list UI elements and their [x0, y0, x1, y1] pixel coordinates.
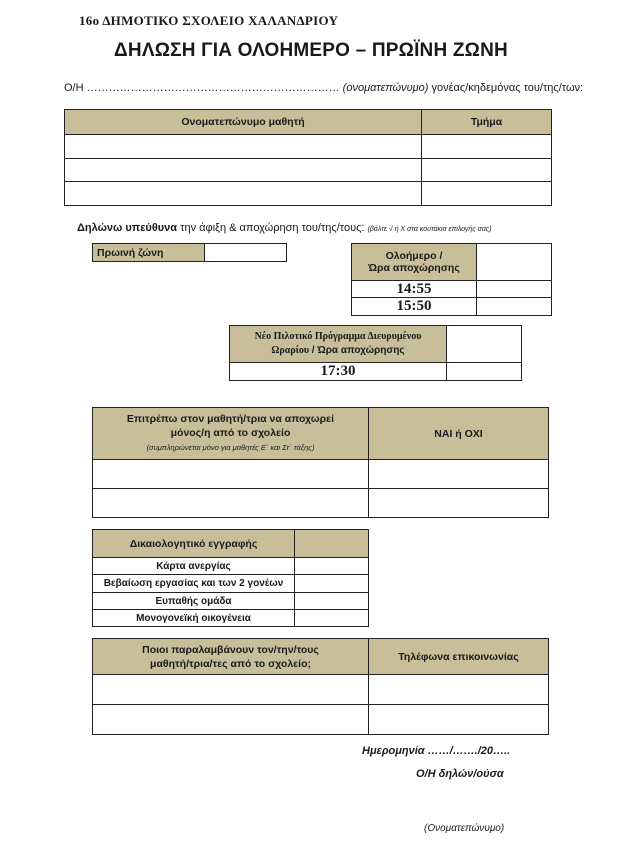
phone-cell[interactable]: [369, 705, 549, 735]
page-title: ΔΗΛΩΣΗ ΓΙΑ ΟΛΟΗΜΕΡΟ – ΠΡΩΪΝΗ ΖΩΝΗ: [114, 40, 508, 61]
pickup-person-cell[interactable]: [93, 705, 369, 735]
declaration-text: την άφιξη & αποχώρηση του/της/τους:: [177, 222, 368, 234]
school-name: 16ο ΔΗΜΟΤΙΚΟ ΣΧΟΛΕΙΟ ΧΑΛΑΝΔΡΙΟΥ: [79, 13, 339, 28]
yes-no-cell[interactable]: [369, 460, 549, 489]
documents-table: [92, 529, 369, 627]
phones-header: Τηλέφωνα επικοινωνίας: [369, 639, 549, 675]
document-checkbox[interactable]: [295, 558, 369, 575]
pilot-header-line2b: / Ώρα αποχώρησης: [309, 345, 405, 356]
student-table: [64, 109, 552, 206]
pilot-program-table: [229, 325, 522, 381]
permission-cell[interactable]: [93, 489, 369, 518]
time-1550-checkbox[interactable]: [477, 298, 552, 316]
signer-label: Ο/Η δηλών/ούσα: [416, 768, 504, 780]
class-cell[interactable]: [422, 135, 552, 159]
full-day-header: [352, 244, 477, 281]
full-day-header-mark[interactable]: [477, 244, 552, 281]
student-name-cell[interactable]: [65, 159, 422, 182]
pilot-header-line1: Νέο Πιλοτικό Πρόγραμμα Διευρυμένου: [254, 331, 422, 342]
documents-header: Δικαιολογητικό εγγραφής: [93, 530, 295, 558]
yes-no-cell[interactable]: [369, 489, 549, 518]
student-name-cell[interactable]: [65, 135, 422, 159]
document-checkbox[interactable]: [295, 575, 369, 593]
pickup-header: [93, 639, 369, 675]
guardian-line: [64, 82, 583, 94]
pilot-header-mark[interactable]: [447, 326, 522, 363]
permission-header-note: (συμπληρώνεται μόνο για μαθητές Ε΄ και Στ΄ τάξης): [146, 443, 315, 452]
pickup-header-line2: μαθητή/τρια/τες από το σχολείο;: [150, 657, 311, 670]
morning-zone-checkbox[interactable]: [205, 244, 287, 262]
declaration-line: [77, 222, 492, 234]
document-employment-certificate: Βεβαίωση εργασίας και των 2 γονέων: [93, 575, 295, 593]
class-header: Τμήμα: [422, 110, 552, 135]
pilot-header-line2a: Ωραρίου: [271, 345, 310, 356]
declaration-bold: Δηλώνω υπεύθυνα: [77, 222, 178, 234]
morning-zone-label: Πρωινή ζώνη: [93, 244, 205, 262]
full-day-header-line2: Ώρα αποχώρησης: [368, 262, 460, 274]
time-1455-checkbox[interactable]: [477, 281, 552, 298]
permission-header-line1: Επιτρέπω στον μαθητή/τρια να αποχωρεί: [126, 413, 335, 425]
signer-fullname-hint: (Ονοματεπώνυμο): [424, 823, 505, 834]
time-1455: 14:55: [352, 281, 477, 298]
student-name-cell[interactable]: [65, 182, 422, 206]
pickup-header-line1: Ποιοι παραλαμβάνουν τον/την/τους: [142, 643, 319, 656]
document-checkbox[interactable]: [295, 593, 369, 610]
yes-no-header: ΝΑΙ ή ΟΧΙ: [369, 408, 549, 460]
class-cell[interactable]: [422, 182, 552, 206]
declaration-note: (βάλτε √ ή Χ στα κουτάκια επιλογής σας): [367, 226, 492, 233]
full-day-header-line1: Ολοήμερο /: [385, 250, 443, 262]
document-single-parent: Μονογονεϊκή οικογένεια: [93, 610, 295, 627]
permission-header-line2: μόνος/η από το σχολείο: [170, 427, 291, 439]
document-checkbox[interactable]: [295, 610, 369, 627]
documents-header-mark: [295, 530, 369, 558]
permission-table: [92, 407, 549, 518]
pickup-table: [92, 638, 549, 735]
student-name-header: Ονοματεπώνυμο μαθητή: [65, 110, 422, 135]
time-1730: 17:30: [230, 363, 447, 381]
guardian-line-suffix: γονέας/κηδεμόνας του/της/των:: [428, 82, 584, 94]
guardian-name-blank[interactable]: Ο/Η ……………………………………………………………: [64, 82, 343, 94]
permission-header: [93, 408, 369, 460]
date-line[interactable]: Ημερομηνία ……/……./20…..: [362, 745, 511, 757]
phone-cell[interactable]: [369, 675, 549, 705]
pickup-person-cell[interactable]: [93, 675, 369, 705]
guardian-name-hint: (ονοματεπώνυμο): [342, 82, 429, 94]
class-cell[interactable]: [422, 159, 552, 182]
permission-cell[interactable]: [93, 460, 369, 489]
pilot-program-header: [230, 326, 447, 363]
time-1550: 15:50: [352, 298, 477, 316]
document-vulnerable-group: Ευπαθής ομάδα: [93, 593, 295, 610]
morning-zone-table: [92, 243, 287, 262]
document-unemployment-card: Κάρτα ανεργίας: [93, 558, 295, 575]
full-day-table: [351, 243, 552, 316]
time-1730-checkbox[interactable]: [447, 363, 522, 381]
